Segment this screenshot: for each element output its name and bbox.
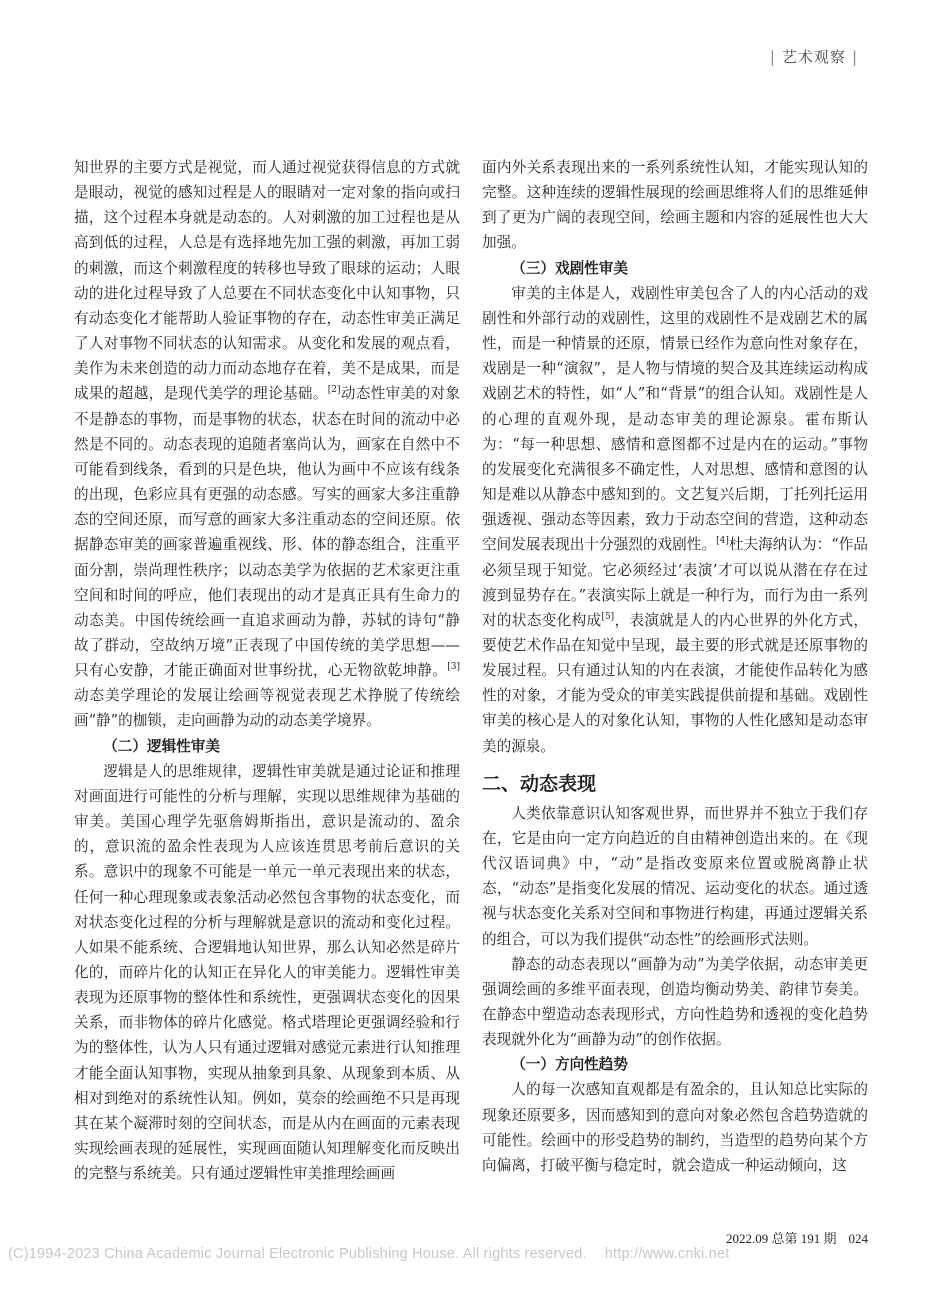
citation: [3] [447,662,460,673]
subheading-direction: （一）方向性趋势 [511,1056,628,1074]
left-column [74,155,460,1186]
copyright-watermark [8,1246,729,1262]
subheading-logic: （二）逻辑性审美 [103,737,220,755]
cnki-url: http://www.cnki.net [604,1246,730,1262]
paragraph: 审美的主体是人，戏剧性审美包含了人的内心活动的戏剧性和外部行动的戏剧性，这里的戏剧性不是戏剧艺术的属性，而是一种情景的还原，情景已经作为意向性对象存在，戏剧是一种“演叙”，是人物与情境的契合及其连续运动构成戏剧艺术的特性，如“人”和“背景”的组合认知。戏剧性是人的心理的直观外现，是动态审美的理论源泉。霍布斯认为：“每一种思想、感情和意图都不过是内在的运动。”事物的发展变化充满很多不确定性，人对思想、感情和意图的认知是难以从静态中感知到的。文艺复兴后期，丁托列托运用强透视、强动态等因素，致力于动态空间的营造，这种动态空间发展表现出十分强烈的戏剧性。[4]杜夫海纳认为：“作品必须呈现于知觉。它必须经过‘表演’才可以说从潜在存在过渡到显势存在。”表演实际上就是一种行为，而行为由一系列对的状态变化构成[5]，表演就是人的内心世界的外化方式，要使艺术作品在知觉中呈现，最主要的形式就是还原事物的发展过程。只有通过认知的内在表演，才能使作品转化为感性的对象，才能为受众的审美实践提供前提和基础。戏剧性审美的核心是人的对象化认知，事物的人性化感知是动态审美的源泉。 [482,284,868,755]
citation: [5] [601,611,615,622]
paragraph: 面内外关系表现出来的一系列系统性认知，才能实现认知的完整。这种连续的逻辑性展现的绘画思维将人们的思维延伸到了更为广阔的表现空间，绘画主题和内容的延展性也大大加强。 [482,159,868,252]
header-bar-right: | [851,48,858,66]
citation: [4] [716,536,729,547]
section-heading: 二、动态表现 [482,772,597,795]
paragraph: 人类依靠意识认知客观世界，而世界并不独立于我们存在，它是由向一定方向趋近的自由精神创造出来的。在《现代汉语词典》中，“动”是指改变原来位置或脱离静止状态，“动态”是指变化发展的情况、运动变化的状态。通过透视与状态变化关系对空间和事物进行构建，再通过逻辑关系的组合，可以为我们提供“动态性”的绘画形式法则。 [482,804,868,948]
header-section-title: 艺术观察 [781,48,846,66]
paragraph: 人的每一次感知直观都是有盈余的，且认知总比实际的现象还原要多，因而感知到的意向对象必然包含趋势造就的可能性。绘画中的形受趋势的制约，当造型的趋势向某个方向偏离，打破平衡与稳定时，就会造成一种运动倾向，这 [482,1081,868,1174]
copyright-text: (C)1994-2023 China Academic Journal Electronic Publishing House. All rights reserved. [8,1246,587,1262]
paragraph: 静态的动态表现以“画静为动”为美学依据，动态审美更强调绘画的多维平面表现，创造均衡动势美、韵律节奏美。在静态中塑造动态表现形式，方向性趋势和透视的变化趋势表现就外化为“画静为动”的创作依据。 [482,955,868,1049]
citation: [2] [327,385,341,396]
right-column [482,155,868,1178]
header-bar-left: | [769,48,776,66]
subheading-drama: （三）戏剧性审美 [511,259,628,277]
page-footer [726,1228,868,1247]
running-header [764,46,864,67]
paragraph: 逻辑是人的思维规律，逻辑性审美就是通过论证和推理对画面进行可能性的分析与理解，实现以思维规律为基础的审美。美国心理学先驱詹姆斯指出，意识是流动的、盈余的，意识流的盈余性表现为人应该连贯思考前后意识的关系。意识中的现象不可能是一单元一单元表现出来的状态，任何一种心理现象或表象活动必然包含事物的状态变化，而对状态变化过程的分析与理解就是意识的流动和变化过程。人如果不能系统、合逻辑地认知世界，那么认知必然是碎片化的，而碎片化的认知正在异化人的审美能力。逻辑性审美表现为还原事物的整体性和系统性，更强调状态变化的因果关系，而非物体的碎片化感觉。格式塔理论更强调经验和行为的整体性，认为人只有通过逻辑对感觉元素进行认知推理才能全面认知事物，实现从抽象到具象、从现象到本质、从相对到绝对的系统性认知。例如，莫奈的绘画绝不只是再现其在某个凝滞时刻的空间状态，而是从内在画面的元素表现实现绘画表现的延展性，实现画面随认知理解变化而反映出的完整与系统美。只有通过逻辑性审美推理绘画画 [74,762,460,1183]
page-number: 024 [848,1231,868,1246]
paragraph: 知世界的主要方式是视觉，而人通过视觉获得信息的方式就是眼动，视觉的感知过程是人的眼睛对一定对象的指向或扫描，这个过程本身就是动态的。人对刺激的加工过程也是从高到低的过程，人总是有选择地先加工强的刺激，再加工弱的刺激，而这个刺激程度的转移也导致了眼球的运动；人眼动的进化过程导致了人总要在不同状态变化中认知事物，只有动态变化才能帮助人验证事物的存在，动态性审美正满足了人对事物不同状态的认知需求。从变化和发展的观点看，美作为未来创造的动力而动态地存在着，美不是成果，而是成果的超越，是现代美学的理论基础。[2]动态性审美的对象不是静态的事物，而是事物的状态，状态在时间的流动中必然是不同的。动态表现的追随者塞尚认为，画家在自然中不可能看到线条，看到的只是色块，他认为画中不应该有线条的出现，色彩应具有更强的动态感。写实的画家大多注重静态的空间还原，而写意的画家大多注重动态的空间还原。依据静态审美的画家普遍重视线、形、体的静态组合，注重平面分割，崇尚理性秩序；以动态美学为依据的艺术家更注重空间和时间的呼应，他们表现出的动才是真正具有生命力的动态美。中国传统绘画一直追求画动为静，苏轼的诗句“静故了群动，空故纳万境”正表现了中国传统的美学思想——只有心安静，才能正确面对世事纷扰，心无物欲乾坤静。[3]动态美学理论的发展让绘画等视觉表现艺术挣脱了传统绘画“静”的枷锁，走向画静为动的动态美学境界。 [74,159,460,730]
issue-info: 2022.09 总第 191 期 [725,1231,837,1246]
